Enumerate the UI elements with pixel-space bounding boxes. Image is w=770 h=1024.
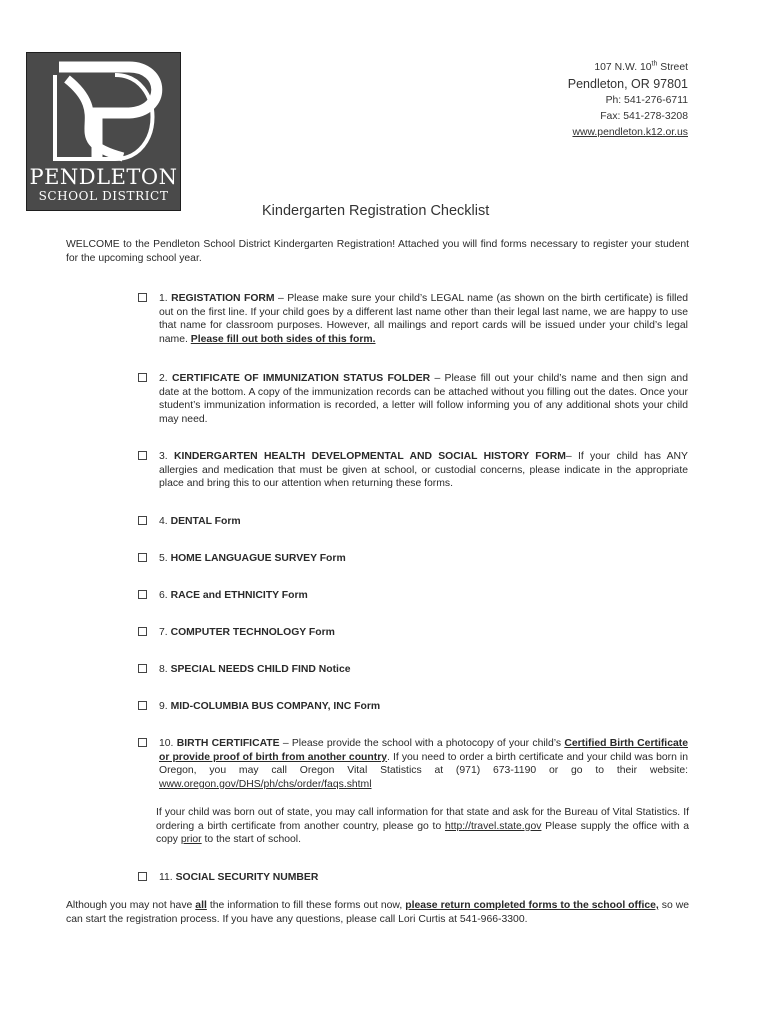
street-address: 107 N.W. 10th Street <box>594 60 688 73</box>
item-text: 11. SOCIAL SECURITY NUMBER <box>159 872 319 883</box>
checkbox[interactable] <box>138 664 147 673</box>
checkbox[interactable] <box>138 516 147 525</box>
checkbox[interactable] <box>138 451 147 460</box>
fax-number: Fax: 541-278-3208 <box>600 111 688 122</box>
logo-text-school-district: SCHOOL DISTRICT <box>38 189 169 203</box>
item-text: 7. COMPUTER TECHNOLOGY Form <box>159 627 335 638</box>
city-state-zip: Pendleton, OR 97801 <box>567 77 688 91</box>
district-logo <box>26 52 181 211</box>
item-text: 1. REGISTATION FORM – Please make sure your child’s LEGAL name (as shown on the birth certificate) is filled out on the first line. If your child goes by a different last name other than their legal last name, we are happy to use that name for classroom purposes. However, all mailings and report cards will be issued under your child’s legal name. Please fill out both sides of this form. <box>159 293 688 345</box>
checkbox[interactable] <box>138 553 147 562</box>
birth-certificate-note: If your child was born out of state, you may call information for that state and ask for the Bureau of Vital Statistics. If ordering a birth certificate from another country, please go to http://travel.state.gov Please supply the office with a copy prior to the start of school. <box>156 807 689 846</box>
item-text: 10. BIRTH CERTIFICATE – Please provide the school with a photocopy of your child’s Certified Birth Certificate or provide proof of birth from another country. If you need to order a birth certificate and your child was born in Oregon, you may call Oregon Vital Statistics at (971) 673-1190 or go to their website: www.oregon.gov/DHS/ph/chs/order/faqs.shtml <box>159 738 689 790</box>
item-text: 4. DENTAL Form <box>159 516 241 527</box>
checkbox[interactable] <box>138 627 147 636</box>
intro-paragraph: WELCOME to the Pendleton School District Kindergarten Registration! Attached you will find forms necessary to register your student for the upcoming school year. <box>66 239 689 264</box>
checkbox[interactable] <box>138 373 147 382</box>
item-text: 6. RACE and ETHNICITY Form <box>159 590 308 601</box>
item-text: 3. KINDERGARTEN HEALTH DEVELOPMENTAL AND SOCIAL HISTORY FORM– If your child has ANY allergies and medication that must be given at school, or custodial concerns, please indicate in the appropriate place and bring this to our attention when returning these forms. <box>159 451 688 490</box>
checkbox[interactable] <box>138 590 147 599</box>
item-text: 2. CERTIFICATE OF IMMUNIZATION STATUS FOLDER – Please fill out your child’s name and then sign and date at the bottom. A copy of the immunization records can be attached without you filling out the dates. Once your student’s immunization information is recorded, a letter will follow informing you of any additional shots your child may need. <box>159 373 688 425</box>
oregon-vital-statistics-link[interactable]: www.oregon.gov/DHS/ph/chs/order/faqs.shtml <box>159 778 372 790</box>
item-text: 5. HOME LANGUAGUE SURVEY Form <box>159 553 346 564</box>
travel-state-gov-link[interactable]: http://travel.state.gov <box>444 820 542 832</box>
logo-text-pendleton: PENDLETON <box>29 165 178 189</box>
closing-paragraph: Although you may not have all the information to fill these forms out now, please return completed forms to the school office, so we can start the registration process. If you have any questions, please call Lori Curtis at 541-966-3300. <box>66 900 690 925</box>
item-text: 9. MID-COLUMBIA BUS COMPANY, INC Form <box>159 701 381 712</box>
pd-monogram-icon <box>37 59 172 167</box>
phone-number: Ph: 541-276-6711 <box>605 95 688 106</box>
address-block <box>568 60 688 141</box>
checkbox[interactable] <box>138 701 147 710</box>
website-link[interactable]: www.pendleton.k12.or.us <box>572 127 688 138</box>
page-title: Kindergarten Registration Checklist <box>262 203 490 219</box>
checkbox[interactable] <box>138 738 147 747</box>
item-text: 8. SPECIAL NEEDS CHILD FIND Notice <box>159 664 351 675</box>
checkbox[interactable] <box>138 293 147 302</box>
checkbox[interactable] <box>138 872 147 881</box>
